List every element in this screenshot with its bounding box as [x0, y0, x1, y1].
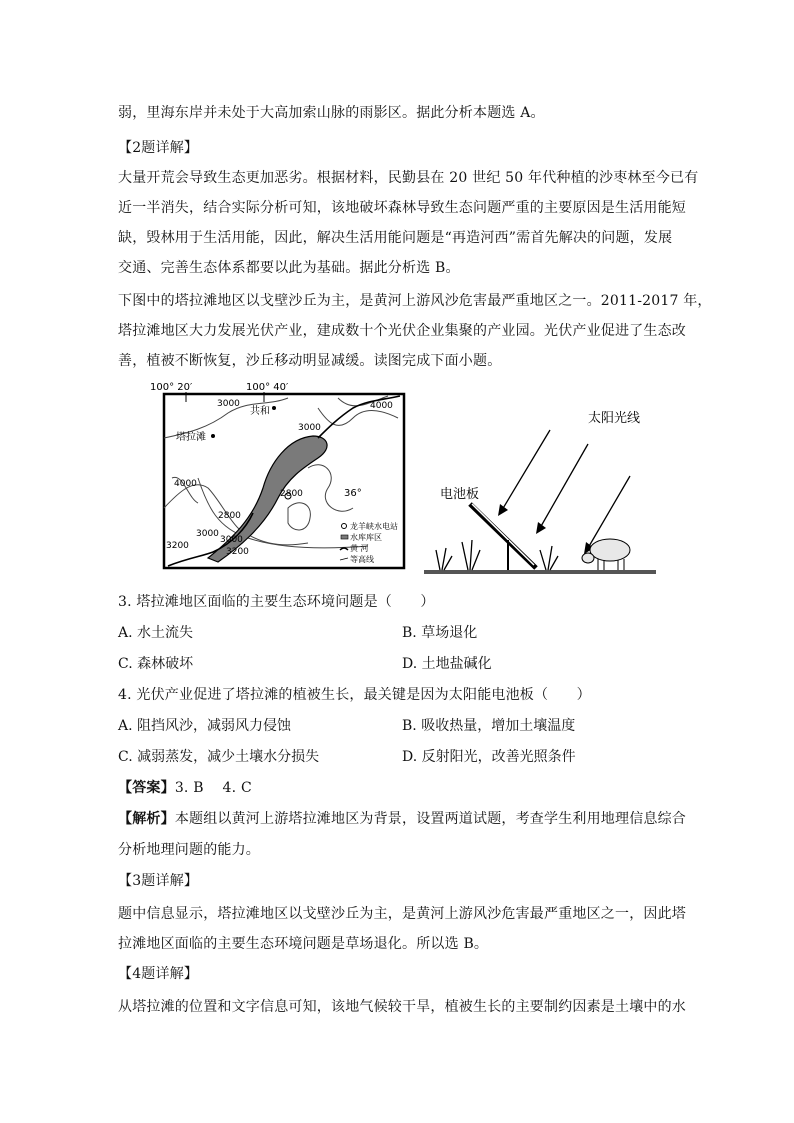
legend-item: 龙羊峡水电站 — [350, 522, 398, 531]
heading-q3: 【3题详解】 — [118, 873, 199, 889]
contour-label: 4000 — [174, 479, 197, 489]
place-gonghe: 共和 — [250, 406, 270, 417]
answer-label: 【答案】 — [118, 780, 175, 796]
analysis-label: 【解析】 — [118, 811, 175, 827]
paragraph-line: 题中信息显示，塔拉滩地区以戈壁沙丘为主，是黄河上游风沙危害最严重地区之一，因此塔 — [118, 906, 686, 922]
paragraph-line: 近一半消失，结合实际分析可知，该地破坏森林导致生态问题严重的主要原因是生活用能短 — [118, 200, 686, 216]
lat-label: 36° — [344, 488, 362, 499]
lon-label-right: 100° 40′ — [246, 382, 289, 393]
contour-label: 3000 — [220, 535, 243, 545]
paragraph-line: 从塔拉滩的位置和文字信息可知，该地气候较干旱，植被生长的主要制约因素是土壤中的水 — [118, 999, 686, 1015]
intro-line: 塔拉滩地区大力发展光伏产业，建成数十个光伏企业集聚的产业园。光伏产业促进了生态改 — [118, 323, 686, 339]
lon-label-left: 100° 20′ — [150, 382, 193, 393]
contour-label: 2800 — [218, 511, 241, 521]
paragraph-line: 弱，里海东岸并未处于大高加索山脉的雨影区。据此分析本题选 A。 — [118, 105, 545, 121]
contour-map — [138, 378, 410, 578]
q3-stem: 3. 塔拉滩地区面临的主要生态环境问题是（ ） — [118, 594, 435, 610]
contour-label: 3000 — [298, 423, 321, 433]
sunlight-label: 太阳光线 — [588, 411, 641, 426]
contour-label: 3000 — [217, 399, 240, 409]
place-talatan: 塔拉滩 — [176, 432, 206, 443]
q4-option-b: B. 吸收热量，增加土壤温度 — [402, 718, 576, 734]
contour-label: 4000 — [370, 401, 393, 411]
answer-text: 3. B 4. C — [174, 780, 252, 796]
q3-option-c: C. 森林破坏 — [118, 656, 194, 672]
contour-label: 3200 — [226, 547, 249, 557]
q3-option-b: B. 草场退化 — [402, 625, 478, 641]
q3-option-d: D. 土地盐碱化 — [402, 656, 492, 672]
contour-label: 3000 — [196, 529, 219, 539]
heading-q2: 【2题详解】 — [118, 140, 199, 156]
q3-option-a: A. 水土流失 — [118, 625, 194, 641]
paragraph-line: 大量开荒会导致生态更加恶劣。根据材料，民勤县在 20 世纪 50 年代种植的沙枣林至今已有 — [118, 170, 699, 186]
analysis-line — [118, 809, 686, 829]
q4-option-c: C. 减弱蒸发，减少土壤水分损失 — [118, 749, 320, 765]
heading-q4: 【4题详解】 — [118, 966, 199, 982]
analysis-line: 分析地理问题的能力。 — [118, 842, 260, 858]
analysis-text: 本题组以黄河上游塔拉滩地区为背景，设置两道试题，考查学生利用地理信息综合 — [174, 811, 687, 827]
paragraph-line: 缺，毁林用于生活用能，因此，解决生活用能问题是“再造河西”需首先解决的问题，发展 — [118, 230, 673, 246]
answer-line — [118, 778, 252, 798]
legend-item: 水库库区 — [350, 533, 382, 542]
contour-label: 3200 — [166, 541, 189, 551]
panel-label: 电池板 — [440, 487, 480, 502]
q4-option-a: A. 阻挡风沙，减弱风力侵蚀 — [118, 718, 292, 734]
paragraph-line: 交通、完善生态体系都要以此为基础。据此分析选 B。 — [118, 260, 460, 276]
solar-panel-diagram — [420, 400, 660, 580]
q4-stem: 4. 光伏产业促进了塔拉滩的植被生长，最关键是因为太阳能电池板（ ） — [118, 687, 591, 703]
intro-line: 善，植被不断恢复，沙丘移动明显减缓。读图完成下面小题。 — [118, 353, 502, 369]
q4-option-d: D. 反射阳光，改善光照条件 — [402, 749, 576, 765]
intro-line: 下图中的塔拉滩地区以戈壁沙丘为主，是黄河上游风沙危害最严重地区之一。2011-2017 年， — [118, 293, 712, 309]
legend-item: 等高线 — [350, 555, 374, 564]
legend-item: 黄 河 — [350, 544, 369, 553]
paragraph-line: 拉滩地区面临的主要生态环境问题是草场退化。所以选 B。 — [118, 936, 489, 952]
contour-label: 2800 — [280, 489, 303, 499]
